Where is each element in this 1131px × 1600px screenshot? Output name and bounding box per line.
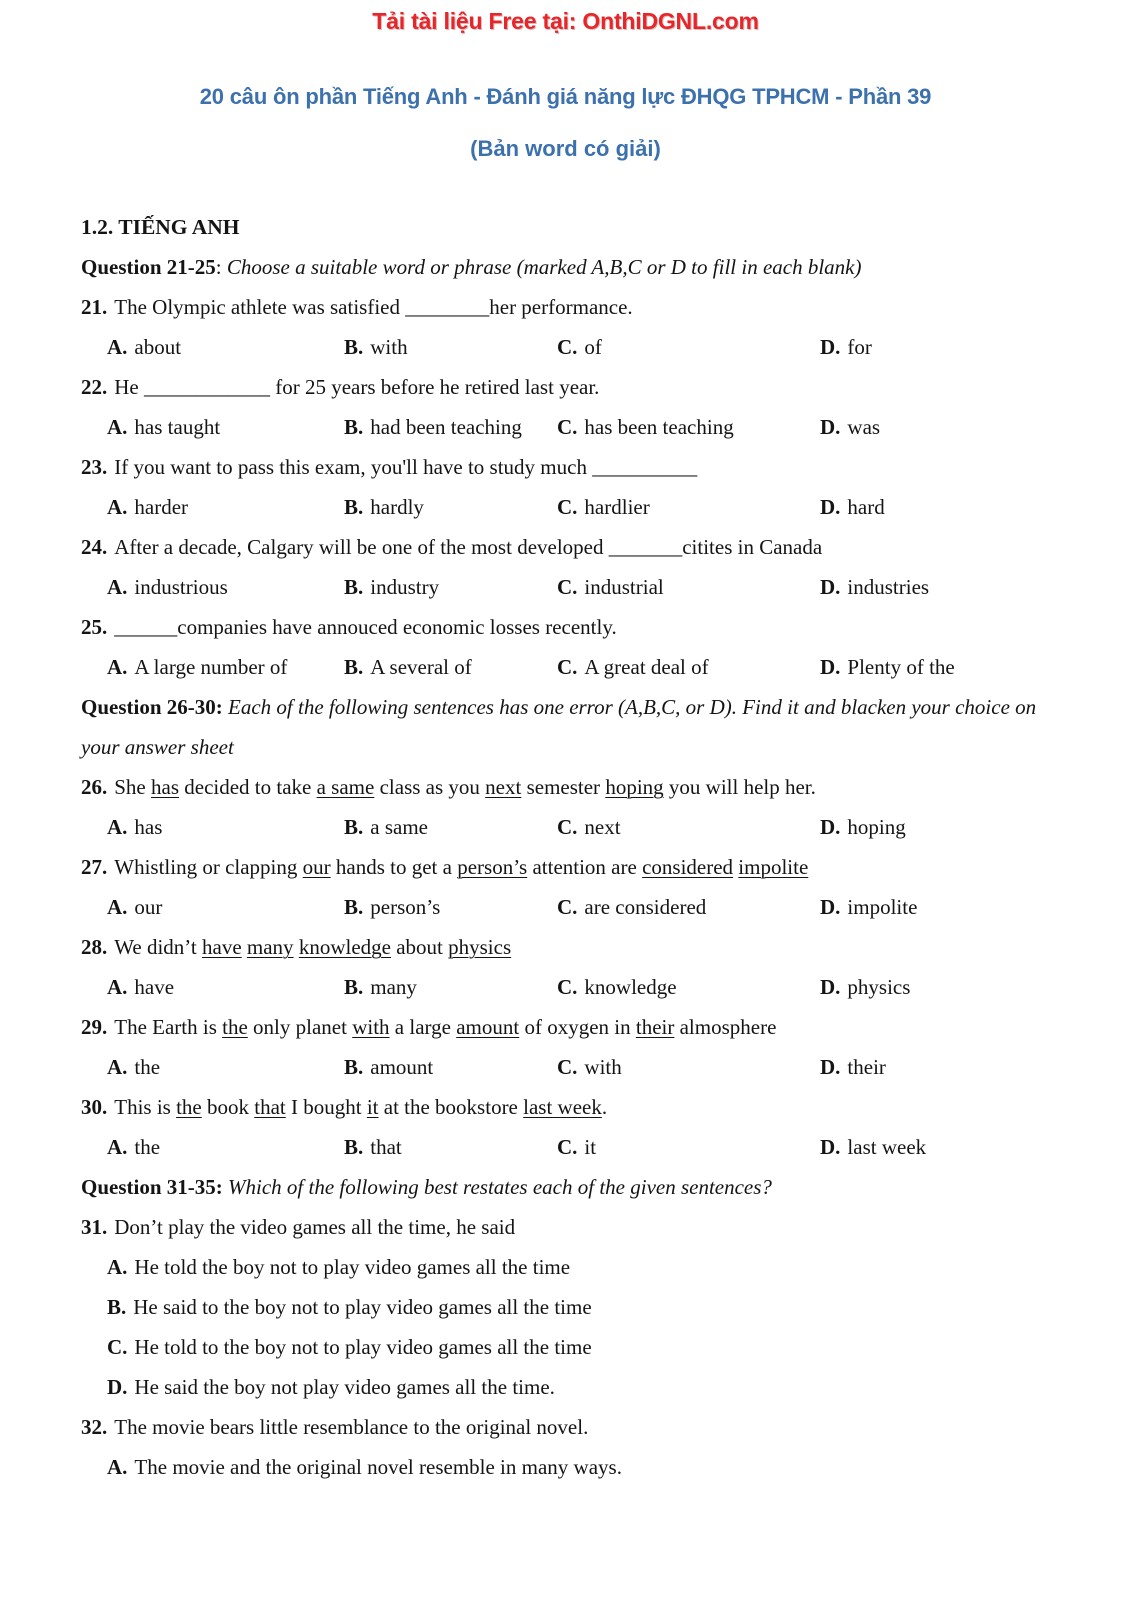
- option-key: B.: [344, 815, 364, 839]
- option-key: B.: [344, 335, 364, 359]
- option-a: [107, 887, 344, 927]
- question-21-options: [81, 327, 1073, 367]
- stem-text: He ____________ for 25 years before he retired last year.: [114, 375, 600, 399]
- option-d: [820, 647, 1073, 687]
- question-29-stem: [81, 1007, 1073, 1047]
- option-text: He told to the boy not to play video games all the time: [134, 1335, 592, 1359]
- option-text: He said to the boy not to play video games all the time: [133, 1295, 592, 1319]
- question-26-stem: [81, 767, 1073, 807]
- option-text: Plenty of the: [847, 655, 955, 679]
- underlined-word: physics: [448, 935, 512, 959]
- option-key: B.: [107, 1295, 127, 1319]
- option-d: [820, 807, 1073, 847]
- question-stem-text: [114, 375, 599, 399]
- question-number: 21.: [81, 295, 108, 319]
- question-22-stem: [81, 367, 1073, 407]
- option-key: A.: [107, 975, 128, 999]
- option-b: [344, 967, 557, 1007]
- option-text: of: [584, 335, 602, 359]
- option-text: the: [134, 1135, 161, 1159]
- underlined-word: a same: [316, 775, 375, 799]
- option-text: hoping: [847, 815, 906, 839]
- underlined-word: with: [352, 1015, 390, 1039]
- question-27-stem: [81, 847, 1073, 887]
- underlined-word: our: [302, 855, 331, 879]
- stem-text: The Earth is: [114, 1015, 223, 1039]
- option-key: A.: [107, 1255, 128, 1279]
- option-d: [820, 887, 1073, 927]
- option-text: amount: [370, 1055, 434, 1079]
- option-key: D.: [820, 335, 841, 359]
- option-key: D.: [820, 1055, 841, 1079]
- option-a: [107, 567, 344, 607]
- option-text: it: [584, 1135, 597, 1159]
- question-number: 28.: [81, 935, 108, 959]
- stem-text: decided to take: [179, 775, 317, 799]
- option-a: [107, 967, 344, 1007]
- group-heading-26-30: [81, 687, 1073, 767]
- underlined-word: amount: [456, 1015, 520, 1039]
- stem-text: I bought: [285, 1095, 367, 1119]
- option-text: A several of: [370, 655, 472, 679]
- option-d: [820, 1047, 1073, 1087]
- underlined-word: their: [635, 1015, 675, 1039]
- option-text: A great deal of: [584, 655, 709, 679]
- question-31-option-d: [81, 1367, 1073, 1407]
- underlined-word: next: [485, 775, 522, 799]
- option-key: D.: [820, 895, 841, 919]
- promo-banner: Tải tài liệu Free tại: OnthiDGNL.com: [372, 8, 759, 34]
- stem-text: After a decade, Calgary will be one of the most developed _______citites in Canada: [114, 535, 823, 559]
- option-a: [107, 1047, 344, 1087]
- stem-text: you will help her.: [663, 775, 816, 799]
- option-key: B.: [344, 1055, 364, 1079]
- option-text: the: [134, 1055, 161, 1079]
- question-number: 24.: [81, 535, 108, 559]
- stem-text: semester: [521, 775, 606, 799]
- stem-text: only planet: [247, 1015, 353, 1039]
- option-text: was: [847, 415, 881, 439]
- option-b: [344, 407, 557, 447]
- question-28-stem: [81, 927, 1073, 967]
- group-heading-21-25: [81, 247, 1073, 287]
- group-instruction: Each of the following sentences has one error (A,B,C, or D). Find it and blacken your choice on your answer sheet: [81, 695, 1037, 759]
- option-d: [820, 567, 1073, 607]
- question-26-options: [81, 807, 1073, 847]
- option-key: C.: [557, 975, 578, 999]
- underlined-word: knowledge: [298, 935, 391, 959]
- option-key: A.: [107, 815, 128, 839]
- option-text: with: [370, 335, 408, 359]
- question-number: 25.: [81, 615, 108, 639]
- option-key: D.: [107, 1375, 128, 1399]
- group-instruction: Choose a suitable word or phrase (marked A,B,C or D to fill in each blank): [226, 255, 862, 279]
- option-key: B.: [344, 495, 364, 519]
- question-number: 29.: [81, 1015, 108, 1039]
- option-text: that: [370, 1135, 402, 1159]
- document-title: 20 câu ôn phần Tiếng Anh - Đánh giá năng lực ĐHQG TPHCM - Phần 39: [199, 84, 932, 109]
- question-stem-text: [114, 1095, 607, 1119]
- option-text: our: [134, 895, 163, 919]
- option-key: C.: [557, 1055, 578, 1079]
- group-heading-31-35: [81, 1167, 1073, 1207]
- stem-text: The Olympic athlete was satisfied ________her performance.: [114, 295, 633, 319]
- option-a: [107, 407, 344, 447]
- option-key: D.: [820, 575, 841, 599]
- stem-text: The movie bears little resemblance to the original novel.: [114, 1415, 589, 1439]
- option-text: industry: [370, 575, 440, 599]
- question-24-options: [81, 567, 1073, 607]
- option-key: A.: [107, 1135, 128, 1159]
- option-key: A.: [107, 495, 128, 519]
- option-b: [344, 1047, 557, 1087]
- question-31-option-b: [81, 1287, 1073, 1327]
- question-stem-text: [114, 775, 816, 799]
- option-text: A large number of: [134, 655, 288, 679]
- question-number: 27.: [81, 855, 108, 879]
- option-key: B.: [344, 575, 364, 599]
- option-text: has taught: [134, 415, 221, 439]
- option-d: [820, 487, 1073, 527]
- stem-text: book: [201, 1095, 255, 1119]
- option-key: B.: [344, 895, 364, 919]
- option-a: [107, 327, 344, 367]
- stem-text: class as you: [374, 775, 486, 799]
- option-c: [557, 1127, 820, 1167]
- option-text: has been teaching: [584, 415, 734, 439]
- question-number: 23.: [81, 455, 108, 479]
- option-key: B.: [344, 975, 364, 999]
- option-d: [820, 407, 1073, 447]
- underlined-word: the: [176, 1095, 202, 1119]
- option-c: [557, 407, 820, 447]
- option-key: D.: [820, 815, 841, 839]
- question-number: 32.: [81, 1415, 108, 1439]
- option-d: [820, 327, 1073, 367]
- option-text: The movie and the original novel resemble in many ways.: [134, 1455, 622, 1479]
- stem-text: We didn’t: [114, 935, 202, 959]
- option-text: hardlier: [584, 495, 650, 519]
- option-key: D.: [820, 415, 841, 439]
- question-28-options: [81, 967, 1073, 1007]
- question-30-stem: [81, 1087, 1073, 1127]
- option-text: hardly: [370, 495, 424, 519]
- stem-text: attention are: [527, 855, 643, 879]
- stem-text: hands to get a: [330, 855, 458, 879]
- underlined-word: person’s: [457, 855, 528, 879]
- underlined-word: considered: [642, 855, 734, 879]
- stem-text: of oxygen in: [519, 1015, 636, 1039]
- option-key: C.: [557, 495, 578, 519]
- option-b: [344, 327, 557, 367]
- option-text: He told the boy not to play video games all the time: [134, 1255, 571, 1279]
- option-key: A.: [107, 1455, 128, 1479]
- option-text: with: [584, 1055, 622, 1079]
- option-text: had been teaching: [370, 415, 522, 439]
- question-stem-text: [114, 615, 616, 639]
- option-c: [557, 327, 820, 367]
- option-key: A.: [107, 895, 128, 919]
- option-b: [344, 887, 557, 927]
- option-text: industrial: [584, 575, 664, 599]
- question-stem-text: [114, 1415, 588, 1439]
- option-key: C.: [107, 1335, 128, 1359]
- question-25-stem: [81, 607, 1073, 647]
- stem-text: almosphere: [674, 1015, 777, 1039]
- question-number: 22.: [81, 375, 108, 399]
- option-text: their: [847, 1055, 886, 1079]
- option-d: [820, 1127, 1073, 1167]
- question-stem-text: [114, 935, 511, 959]
- option-text: for: [847, 335, 872, 359]
- option-key: A.: [107, 415, 128, 439]
- question-number: 30.: [81, 1095, 108, 1119]
- option-key: C.: [557, 815, 578, 839]
- group-heading-sep: :: [215, 255, 227, 279]
- option-key: A.: [107, 335, 128, 359]
- option-key: C.: [557, 575, 578, 599]
- question-32-option-a: [81, 1447, 1073, 1487]
- stem-text: Whistling or clapping: [114, 855, 303, 879]
- option-key: C.: [557, 655, 578, 679]
- question-24-stem: [81, 527, 1073, 567]
- question-23-options: [81, 487, 1073, 527]
- option-text: person’s: [370, 895, 441, 919]
- question-stem-text: [114, 1215, 515, 1239]
- option-text: industries: [847, 575, 930, 599]
- option-c: [557, 647, 820, 687]
- option-text: a same: [370, 815, 428, 839]
- underlined-word: the: [222, 1015, 248, 1039]
- option-c: [557, 967, 820, 1007]
- question-stem-text: [114, 855, 808, 879]
- option-text: many: [370, 975, 417, 999]
- stem-text: at the bookstore: [378, 1095, 524, 1119]
- option-key: B.: [344, 415, 364, 439]
- stem-text: ______companies have annouced economic losses recently.: [114, 615, 617, 639]
- stem-text: She: [114, 775, 151, 799]
- question-23-stem: [81, 447, 1073, 487]
- option-b: [344, 567, 557, 607]
- question-25-options: [81, 647, 1073, 687]
- option-text: last week: [847, 1135, 927, 1159]
- option-key: D.: [820, 975, 841, 999]
- option-text: has: [134, 815, 163, 839]
- stem-text: Don’t play the video games all the time, he said: [114, 1215, 516, 1239]
- option-c: [557, 1047, 820, 1087]
- option-c: [557, 887, 820, 927]
- option-text: harder: [134, 495, 189, 519]
- option-text: knowledge: [584, 975, 677, 999]
- option-text: physics: [847, 975, 911, 999]
- question-stem-text: [114, 455, 697, 479]
- question-30-options: [81, 1127, 1073, 1167]
- option-text: are considered: [584, 895, 707, 919]
- underlined-word: many: [246, 935, 294, 959]
- option-text: have: [134, 975, 175, 999]
- group-heading-label: Question 21-25: [81, 255, 216, 279]
- stem-text: a large: [389, 1015, 457, 1039]
- document-body: [81, 207, 1073, 1487]
- group-instruction: Which of the following best restates each of the given sentences?: [228, 1175, 772, 1199]
- option-c: [557, 567, 820, 607]
- option-key: D.: [820, 1135, 841, 1159]
- option-a: [107, 487, 344, 527]
- option-key: B.: [344, 1135, 364, 1159]
- question-stem-text: [114, 535, 822, 559]
- option-key: C.: [557, 335, 578, 359]
- option-key: D.: [820, 655, 841, 679]
- underlined-word: that: [254, 1095, 286, 1119]
- question-stem-text: [114, 1015, 776, 1039]
- question-stem-text: [114, 295, 632, 319]
- group-heading-label: Question 31-35:: [81, 1175, 223, 1199]
- underlined-word: have: [202, 935, 242, 959]
- question-29-options: [81, 1047, 1073, 1087]
- option-a: [107, 1127, 344, 1167]
- option-key: A.: [107, 1055, 128, 1079]
- option-text: next: [584, 815, 621, 839]
- option-b: [344, 647, 557, 687]
- stem-text: .: [601, 1095, 608, 1119]
- stem-text: about: [390, 935, 449, 959]
- stem-text: This is: [114, 1095, 177, 1119]
- section-title: 1.2. TIẾNG ANH: [81, 215, 240, 239]
- option-b: [344, 1127, 557, 1167]
- option-text: He said the boy not play video games all the time.: [134, 1375, 555, 1399]
- option-text: industrious: [134, 575, 228, 599]
- question-21-stem: [81, 287, 1073, 327]
- underlined-word: it: [366, 1095, 379, 1119]
- stem-text: If you want to pass this exam, you'll have to study much __________: [114, 455, 698, 479]
- document-subtitle: (Bản word có giải): [470, 136, 661, 161]
- underlined-word: impolite: [738, 855, 809, 879]
- question-number: 31.: [81, 1215, 108, 1239]
- question-31-option-a: [81, 1247, 1073, 1287]
- option-a: [107, 807, 344, 847]
- option-key: A.: [107, 575, 128, 599]
- option-key: C.: [557, 895, 578, 919]
- option-c: [557, 487, 820, 527]
- question-31-stem: [81, 1207, 1073, 1247]
- question-32-stem: [81, 1407, 1073, 1447]
- question-27-options: [81, 887, 1073, 927]
- option-text: about: [134, 335, 182, 359]
- question-number: 26.: [81, 775, 108, 799]
- option-d: [820, 967, 1073, 1007]
- option-c: [557, 807, 820, 847]
- option-key: D.: [820, 495, 841, 519]
- underlined-word: hoping: [605, 775, 664, 799]
- option-key: C.: [557, 415, 578, 439]
- option-b: [344, 487, 557, 527]
- option-key: A.: [107, 655, 128, 679]
- option-text: hard: [847, 495, 885, 519]
- underlined-word: has: [151, 775, 179, 799]
- option-text: impolite: [847, 895, 918, 919]
- underlined-word: last week: [523, 1095, 602, 1119]
- question-31-option-c: [81, 1327, 1073, 1367]
- option-a: [107, 647, 344, 687]
- option-key: B.: [344, 655, 364, 679]
- option-b: [344, 807, 557, 847]
- group-heading-label: Question 26-30:: [81, 695, 223, 719]
- question-22-options: [81, 407, 1073, 447]
- option-key: C.: [557, 1135, 578, 1159]
